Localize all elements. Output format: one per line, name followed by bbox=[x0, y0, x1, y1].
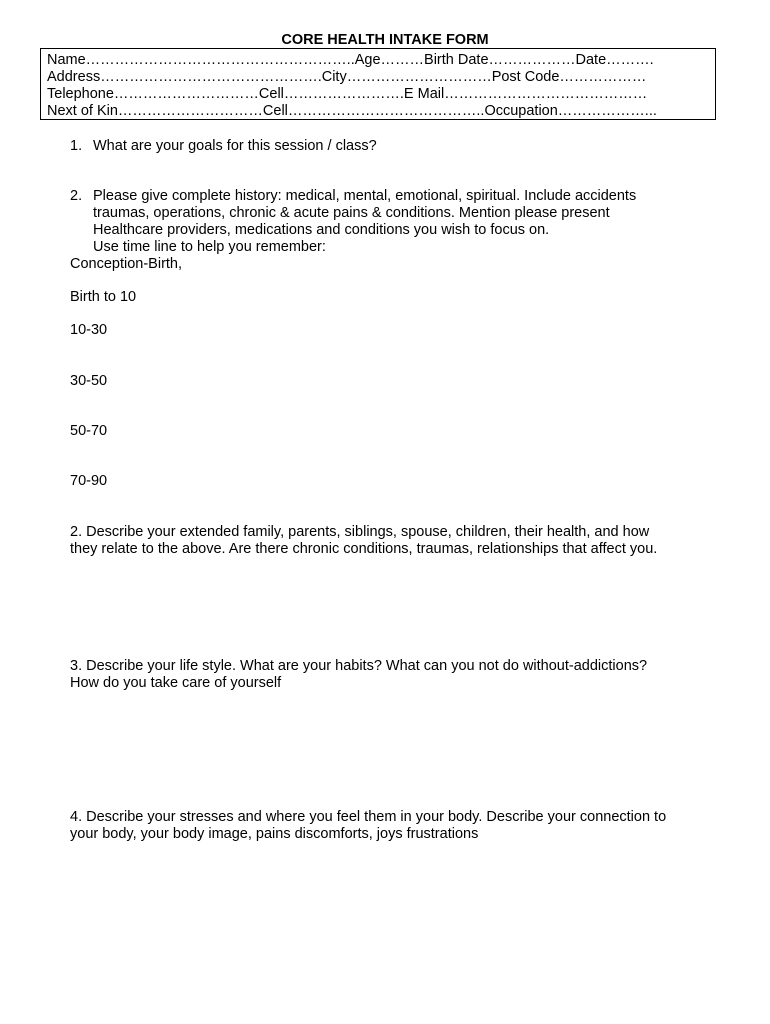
personal-info-box bbox=[40, 48, 716, 120]
timeline-70-90: 70-90 bbox=[70, 473, 108, 489]
question-family bbox=[70, 524, 720, 558]
question-number: 2. bbox=[70, 188, 83, 204]
question-goals bbox=[70, 138, 720, 155]
timeline-30-50: 30-50 bbox=[70, 373, 108, 389]
question-text-line: your body, your body image, pains discomforts, joys frustrations bbox=[70, 826, 479, 842]
question-text-line: they relate to the above. Are there chronic conditions, traumas, relationships that affect you. bbox=[70, 541, 658, 557]
question-text-line: Use time line to help you remember: bbox=[93, 239, 326, 255]
info-line-next-of-kin: Next of Kin…………………………Cell…………………………………..Occupation………………... bbox=[47, 103, 657, 119]
question-text-line: How do you take care of yourself bbox=[70, 675, 282, 691]
question-text-line: traumas, operations, chronic & acute pains & conditions. Mention please present bbox=[93, 205, 610, 221]
question-stress bbox=[70, 809, 720, 843]
question-number: 1. bbox=[70, 138, 83, 154]
question-text-line: 3. Describe your life style. What are your habits? What can you not do without-addictions? bbox=[70, 658, 648, 674]
question-text-line: Please give complete history: medical, mental, emotional, spiritual. Include accidents bbox=[93, 188, 637, 204]
question-history bbox=[70, 188, 720, 256]
timeline-birth-to-10: Birth to 10 bbox=[70, 289, 137, 305]
question-text-line: 4. Describe your stresses and where you feel them in your body. Describe your connection to bbox=[70, 809, 667, 825]
question-text: What are your goals for this session / class? bbox=[93, 138, 377, 154]
form-title: CORE HEALTH INTAKE FORM bbox=[281, 32, 489, 48]
question-text-line: Healthcare providers, medications and conditions you wish to focus on. bbox=[93, 222, 550, 238]
info-line-telephone: Telephone…………………………Cell…………………….E Mail…………………………………… bbox=[47, 86, 648, 102]
timeline-50-70: 50-70 bbox=[70, 423, 108, 439]
info-line-name: Name………………………………………………..Age………Birth Date………………Date………. bbox=[47, 52, 654, 68]
info-line-address: Address……………………………………….City…………………………Post Code……………… bbox=[47, 69, 647, 85]
question-text-line: 2. Describe your extended family, parents, siblings, spouse, children, their health, and how bbox=[70, 524, 650, 540]
question-lifestyle bbox=[70, 658, 720, 692]
timeline-10-30: 10-30 bbox=[70, 322, 108, 338]
timeline-conception-birth: Conception-Birth, bbox=[70, 256, 183, 272]
